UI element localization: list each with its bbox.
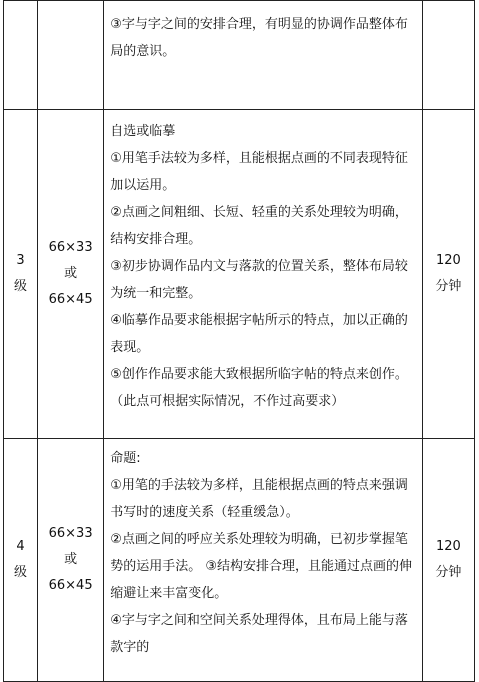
size-or: 或: [64, 266, 78, 281]
size-option-2: 66×45: [48, 292, 93, 307]
time-cell: [422, 439, 474, 682]
requirement-item: ①用笔的手法较为多样，且能根据点画的特点来强调书写时的速度关系（轻重缓急）。: [110, 478, 408, 520]
size-option-2: 66×45: [48, 578, 93, 593]
level-cell: [4, 439, 38, 682]
time-cell: [422, 1, 474, 110]
time-unit: 分钟: [435, 279, 462, 294]
requirements-cell: [104, 110, 423, 439]
requirement-item: ③初步协调作品内文与落款的位置关系，整体布局较为统一和完整。: [110, 259, 408, 301]
table-row: [4, 1, 475, 110]
requirement-item: ⑤创作作品要求能大致根据所临字帖的特点来创作。（此点可根据实际情况，不作过高要求）: [110, 367, 408, 409]
requirement-heading: 自选或临摹: [110, 124, 176, 139]
level-cell: [4, 110, 38, 439]
requirement-item: ③字与字之间的安排合理，有明显的协调作品整体布局的意识。: [110, 17, 408, 59]
requirements-cell: [104, 439, 423, 682]
requirement-item: ④字与字之间和空间关系处理得体，且布局上能与落款字的: [110, 613, 408, 655]
size-cell: [38, 110, 104, 439]
level-number: 3: [16, 253, 25, 268]
size-cell: [38, 1, 104, 110]
level-cell: [4, 1, 38, 110]
requirement-item: ②点画之间粗细、长短、轻重的关系处理较为明确，结构安排合理。: [110, 205, 408, 247]
level-number: 4: [16, 539, 25, 554]
requirement-item: ①用笔手法较为多样，且能根据点画的不同表现特征加以运用。: [110, 151, 408, 193]
time-value: 120: [436, 539, 461, 554]
table-row: [4, 110, 475, 439]
size-option-1: 66×33: [48, 240, 93, 255]
level-unit: 级: [14, 565, 28, 580]
table-row: [4, 439, 475, 682]
grade-requirements-table: [3, 0, 475, 682]
level-unit: 级: [14, 279, 28, 294]
time-cell: [422, 110, 474, 439]
requirement-item: ④临摹作品要求能根据字帖所示的特点，加以正确的表现。: [110, 313, 408, 355]
requirement-heading: 命题:: [110, 451, 141, 466]
time-value: 120: [436, 253, 461, 268]
size-cell: [38, 439, 104, 682]
requirements-cell: [104, 1, 423, 110]
size-or: 或: [64, 552, 78, 567]
requirement-item: ②点画之间的呼应关系处理较为明确，已初步掌握笔势的运用手法。 ③结构安排合理，且能通过点画的伸缩避让来丰富变化。: [110, 532, 412, 601]
size-option-1: 66×33: [48, 526, 93, 541]
time-unit: 分钟: [435, 565, 462, 580]
